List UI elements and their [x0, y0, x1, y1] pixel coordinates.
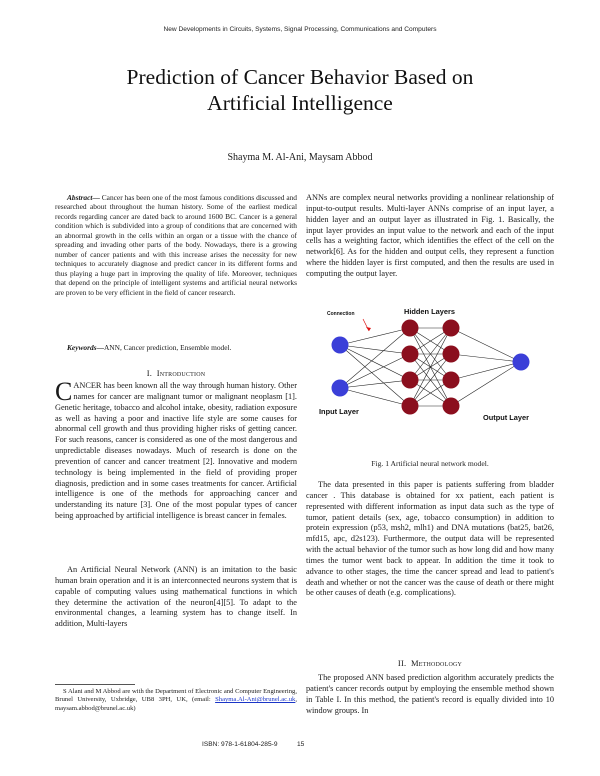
connection-line — [340, 345, 410, 354]
abstract-text: Cancer has been one of the most famous conditions discussed and researched about throughout the human history. Some of the earliest medical records regarding cancer are dated back to around 1600 BC. Cancer is a general condition which is subdivided into a group of conditions that are concerned with an abnormal growth in the cells within an organ or a tissue with the chance of spreading and invading other parts of the body. Nowadays, there is a growing number of cancer patients and with this increase arises the necessity for new techniques to accurately diagnose and predict cancer in its different forms and thus playing a huge part in improving the quality of life. Moreover, techniques that depend on the principle of intelligent systems and artificial neural networks are proven to be very efficient in the field of cancer research. — [55, 193, 297, 297]
hidden-node-a — [402, 320, 419, 337]
footnote: S Alani and M Abbod are with the Department of Electronic and Computer Engineering, Brunel University, Uxbridge, UB8 3PH, UK, (email: Shayma.Al-Ani@brunel.ac.uk, maysam.abbod@brunel.ac.uk) — [55, 688, 297, 712]
hidden-node-b — [443, 398, 460, 415]
hidden-layers-label: Hidden Layers — [404, 307, 455, 316]
abstract-label: Abstract— — [67, 193, 100, 202]
output-node — [513, 354, 530, 371]
output-layer-label: Output Layer — [483, 413, 529, 422]
input-node — [332, 380, 349, 397]
figure-1 — [315, 300, 547, 445]
hidden-node-a — [402, 346, 419, 363]
figure-caption: Fig. 1 Artificial neural network model. — [371, 459, 489, 468]
email-link-1[interactable]: Shayma.Al-Ani@brunel.ac.uk — [215, 696, 296, 704]
title-line-1: Prediction of Cancer Behavior Based on — [126, 65, 474, 89]
connection-line — [451, 328, 521, 362]
paper-title — [60, 64, 540, 116]
input-node — [332, 337, 349, 354]
connection-label: Connection — [327, 311, 355, 317]
section-heading-methodology: II. Methodology — [397, 658, 463, 668]
footnote-rule — [55, 684, 135, 685]
title-line-2: Artificial Intelligence — [207, 91, 393, 115]
connection-line — [451, 362, 521, 406]
hidden-node-a — [402, 398, 419, 415]
connection-line — [340, 328, 410, 345]
keywords-text: ANN, Cancer prediction, Ensemble model. — [103, 343, 232, 352]
hidden-node-b — [443, 320, 460, 337]
section-heading-introduction: I. Introduction — [146, 368, 206, 378]
intro-paragraph-1: CANCER has been known all the way through human history. Other names for cancer are malignant tumor or malignant neoplasm [1]. Genetic heritage, tobacco and alcohol intake, obesity, radiation exposure as well as having a poor and inactive life style are some causes for abnormal cell growth and thus providing higher risks of getting cancer. For such reasons, cancer is considered as one of the most dangerous and unpredictable diseases nowadays. Much of research is done on the prevention of cancer and cancer treatment [2]. Innovative and modern technology is being implemented in the field of providing proper diagnosis, prediction and in some cases treatments for cancer. Artificial intelligence is one of the methods for approaching cancer and understanding its nature [3]. One of the most popular types of cancer being approached by artificial intelligence is breast cancer in females. — [55, 377, 297, 521]
right-paragraph-1: ANNs are complex neural networks providing a nonlinear relationship of input-to-output results. Multi-layer ANNs comprise of an input layer, a hidden layer and an output layer as illustrated in Fig. 1. Basically, the input layer provides an input value to the network and each of the input cells has a weighting factor, which identifies the effect of the cell on the network[6]. As for the hidden and output cells, they represent a function where the hidden layer is first computed, and then the results are used in computing the output layer. — [306, 193, 554, 278]
keywords — [55, 343, 297, 352]
isbn: ISBN: 978-1-61804-285-9 — [202, 741, 278, 748]
connection-line — [451, 362, 521, 380]
network-connections — [340, 328, 521, 406]
hidden-node-a — [402, 372, 419, 389]
page-number: 15 — [297, 741, 305, 748]
right-paragraph-3: The proposed ANN based prediction algorithm accurately predicts the patient's cancer records output by employing the ensemble method shown in Table I. In this method, the patient's record is equally divided into 10 window groups. In — [306, 673, 554, 715]
abstract — [55, 193, 297, 297]
drop-cap: C — [55, 377, 73, 406]
intro-paragraph-2: An Artificial Neural Network (ANN) is an imitation to the basic human brain operation and it is an interconnected neurons system that is capable of computing values using mathematical functions in which they determine the activation of the neuron[4][5]. To adapt to the environmental changes, a learning system has to change itself. In addition, Multi-layers — [55, 565, 297, 629]
connection-line — [451, 354, 521, 362]
neural-network-diagram — [315, 300, 547, 440]
right-paragraph-2: The data presented in this paper is patients suffering from bladder cancer . This database is obtained for xx patient, each patient is represented with different information as input data such as the type of tumor, patient details (sex, age, tobacco consumption) in addition to protein expression (p53, msh2, mlh1) and DNA mutations (bat25, bat26, mfd15, apc, d2s123). Furthermore, the output data will be represented with the actual behavior of the tumor such as how long did and how many times the tumor went back to appear. In addition the time it took to advance to other stages, the time the cancer spread and lead to patient's death and whether or not the cancer was the cause of death or there might be other causes of death (e.g. complications). — [306, 480, 554, 598]
connection-line — [340, 354, 410, 388]
hidden-node-b — [443, 372, 460, 389]
hidden-node-b — [443, 346, 460, 363]
connection-line — [340, 328, 410, 388]
keywords-label: Keywords— — [67, 343, 104, 352]
input-layer-label: Input Layer — [319, 407, 359, 416]
conference-header: New Developments in Circuits, Systems, Signal Processing, Communications and Computers — [163, 26, 437, 33]
connection-line — [340, 345, 410, 380]
connection-line — [340, 380, 410, 388]
authors: Shayma M. Al-Ani, Maysam Abbod — [227, 152, 373, 163]
email-2: maysam.abbod@brunel.ac.uk — [55, 704, 134, 712]
